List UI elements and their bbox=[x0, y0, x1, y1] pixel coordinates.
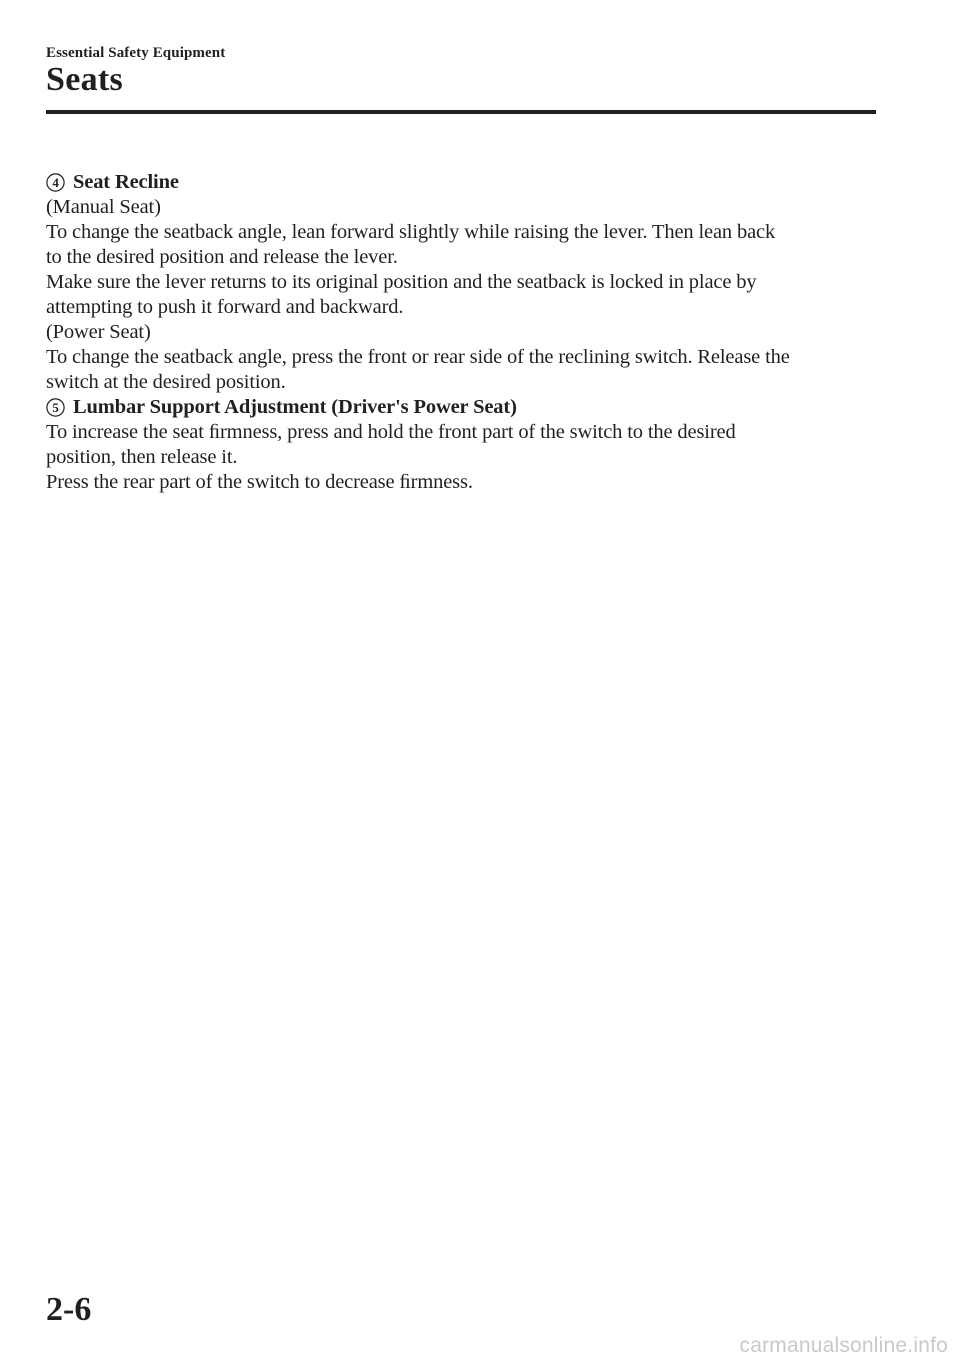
lumbar-line-2: position, then release it. bbox=[46, 446, 238, 468]
page-title: Seats bbox=[46, 61, 124, 98]
power-seat-line-1: To change the seatback angle, press the front or rear side of the reclining switch. Release the bbox=[46, 346, 790, 368]
manual-seat-line-1: To change the seatback angle, lean forward slightly while raising the lever. Then lean back bbox=[46, 221, 776, 243]
manual-seat-line-2: to the desired position and release the lever. bbox=[46, 246, 398, 268]
page-number: 2-6 bbox=[46, 1291, 92, 1328]
circled-number-4-icon bbox=[46, 173, 65, 192]
lumbar-line-1: To increase the seat ﬁrmness, press and hold the front part of the switch to the desired bbox=[46, 421, 736, 443]
lumbar-heading bbox=[46, 395, 886, 420]
page-content bbox=[46, 170, 886, 495]
power-seat-line-2: switch at the desired position. bbox=[46, 371, 286, 393]
lumbar-line-3: Press the rear part of the switch to decrease ﬁrmness. bbox=[46, 471, 473, 493]
header-divider bbox=[46, 110, 876, 114]
manual-seat-line-4: attempting to push it forward and backward. bbox=[46, 296, 404, 318]
watermark: carmanualsonline.info bbox=[739, 1334, 948, 1357]
section-label: Essential Safety Equipment bbox=[46, 45, 226, 61]
svg-text:4: 4 bbox=[52, 175, 59, 190]
circled-number-5-icon bbox=[46, 398, 65, 417]
svg-text:5: 5 bbox=[52, 400, 59, 415]
recline-heading-text: Seat Recline bbox=[73, 171, 179, 193]
power-seat-label: (Power Seat) bbox=[46, 321, 151, 343]
lumbar-heading-text: Lumbar Support Adjustment (Driver's Power Seat) bbox=[73, 396, 517, 418]
recline-heading bbox=[46, 170, 886, 195]
manual-seat-line-3: Make sure the lever returns to its original position and the seatback is locked in place by bbox=[46, 271, 757, 293]
manual-seat-label: (Manual Seat) bbox=[46, 196, 161, 218]
